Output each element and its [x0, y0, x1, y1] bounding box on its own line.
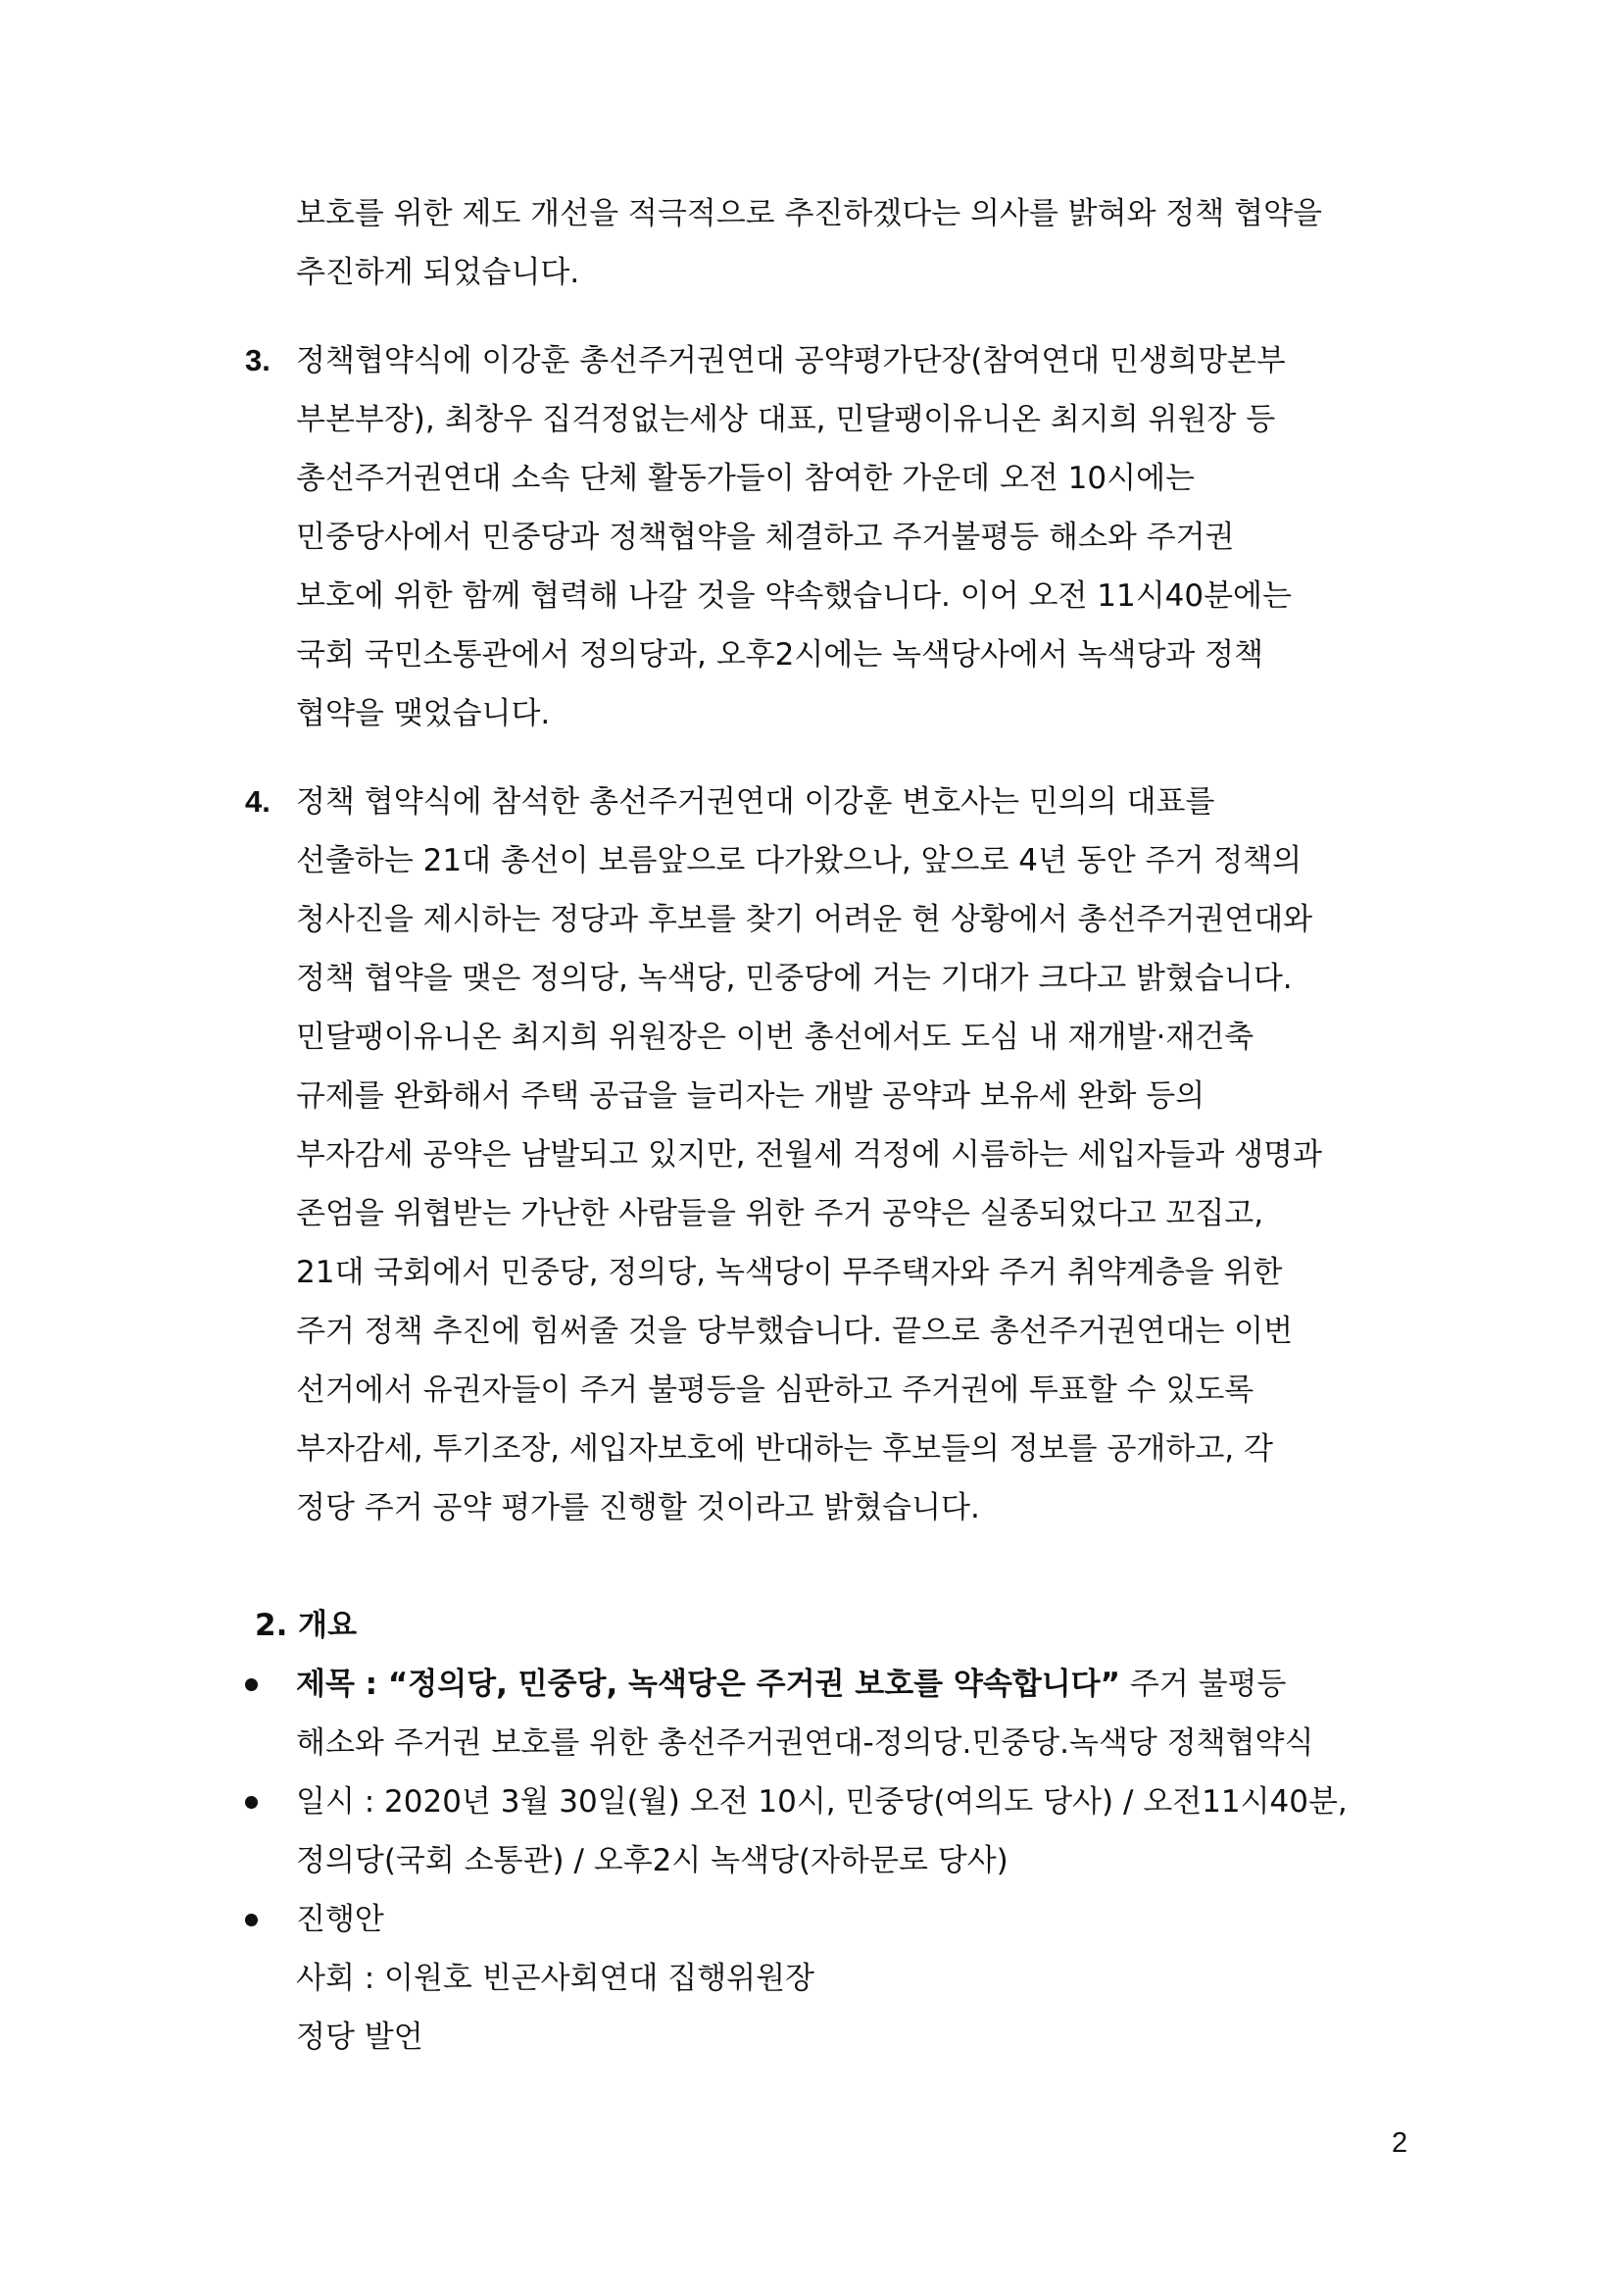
item4-line: 청사진을 제시하는 정당과 후보를 찾기 어려운 현 상황에서 총선주거권연대와 — [296, 902, 1313, 937]
item3-line: 총선주거권연대 소속 단체 활동가들이 참여한 가운데 오전 10시에는 — [296, 461, 1195, 496]
list-number-4: 4. — [245, 784, 270, 819]
paragraph-line: 보호를 위한 제도 개선을 적극적으로 추진하겠다는 의사를 밝혀와 정책 협약을 — [296, 196, 1322, 231]
overview-progress-line: 사회 : 이원호 빈곤사회연대 집행위원장 — [296, 1961, 814, 1996]
item4-line: 정책 협약을 맺은 정의당, 녹색당, 민중당에 거는 기대가 크다고 밝혔습니다. — [296, 961, 1293, 996]
item3-line: 국회 국민소통관에서 정의당과, 오후2시에는 녹색당사에서 녹색당과 정책 — [296, 637, 1264, 673]
item4-line: 민달팽이유니온 최지희 위원장은 이번 총선에서도 도심 내 재개발·재건축 — [296, 1020, 1254, 1055]
item4-line: 주거 정책 추진에 힘써줄 것을 당부했습니다. 끝으로 총선주거권연대는 이번 — [296, 1314, 1294, 1349]
item4-line: 부자감세, 투기조장, 세입자보호에 반대하는 후보들의 정보를 공개하고, 각 — [296, 1431, 1273, 1467]
overview-date-line: 일시 : 2020년 3월 30일(월) 오전 10시, 민중당(여의도 당사) / 오전11시40분, — [296, 1784, 1348, 1820]
item3-line: 부본부장), 최창우 집걱정없는세상 대표, 민달팽이유니온 최지희 위원장 등 — [296, 402, 1276, 437]
title-rest: 주거 불평등 — [1120, 1667, 1287, 1702]
item4-line: 규제를 완화해서 주택 공급을 늘리자는 개발 공약과 보유세 완화 등의 — [296, 1078, 1205, 1114]
title-label: 제목 : “정의당, 민중당, 녹색당은 주거권 보호를 약속합니다” — [296, 1667, 1121, 1702]
item4-line: 정책 협약식에 참석한 총선주거권연대 이강훈 변호사는 민의의 대표를 — [296, 784, 1215, 820]
page-number: 2 — [1392, 2127, 1408, 2159]
overview-title-line2: 해소와 주거권 보호를 위한 총선주거권연대-정의당.민중당.녹색당 정책협약식 — [296, 1725, 1314, 1761]
overview-date-line2: 정의당(국회 소통관) / 오후2시 녹색당(자하문로 당사) — [296, 1843, 1008, 1878]
paragraph-line: 추진하게 되었습니다. — [296, 255, 580, 290]
item3-line: 정책협약식에 이강훈 총선주거권연대 공약평가단장(참여연대 민생희망본부 — [296, 343, 1286, 378]
item4-line: 21대 국회에서 민중당, 정의당, 녹색당이 무주택자와 주거 취약계층을 위한 — [296, 1255, 1283, 1290]
item4-line: 존엄을 위협받는 가난한 사람들을 위한 주거 공약은 실종되었다고 꼬집고, — [296, 1196, 1264, 1231]
bullet-icon — [245, 1796, 258, 1809]
section-heading: 2. 개요 — [255, 1608, 358, 1643]
overview-title-line — [296, 1665, 1286, 1704]
overview-progress-label: 진행안 — [296, 1902, 384, 1937]
bullet-icon — [245, 1914, 258, 1926]
item3-line: 협약을 맺었습니다. — [296, 696, 551, 731]
item4-line: 선출하는 21대 총선이 보름앞으로 다가왔으나, 앞으로 4년 동안 주거 정책의 — [296, 843, 1303, 878]
list-number-3: 3. — [245, 343, 270, 377]
item3-line: 보호에 위한 함께 협력해 나갈 것을 약속했습니다. 이어 오전 11시40분에는 — [296, 578, 1292, 614]
overview-progress-line2: 정당 발언 — [296, 2020, 423, 2055]
item4-line: 부자감세 공약은 남발되고 있지만, 전월세 걱정에 시름하는 세입자들과 생명과 — [296, 1137, 1322, 1173]
bullet-icon — [245, 1678, 258, 1691]
item3-line: 민중당사에서 민중당과 정책협약을 체결하고 주거불평등 해소와 주거권 — [296, 520, 1235, 555]
item4-line: 선거에서 유권자들이 주거 불평등을 심판하고 주거권에 투표할 수 있도록 — [296, 1373, 1254, 1408]
item4-line: 정당 주거 공약 평가를 진행할 것이라고 밝혔습니다. — [296, 1490, 980, 1525]
